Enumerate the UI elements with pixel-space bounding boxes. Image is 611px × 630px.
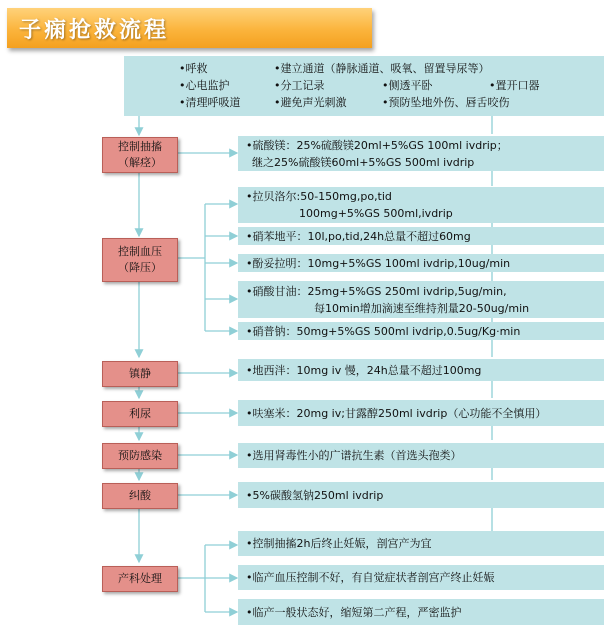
step-label: 纠酸	[129, 489, 151, 502]
measure-item: •清理呼吸道	[179, 96, 241, 109]
content-line: •硝普钠：50mg+5%GS 500ml ivdrip,0.5ug/Kg·min	[246, 324, 521, 338]
furosemide-box	[238, 400, 604, 426]
magnesium-sulfate-box	[238, 136, 604, 171]
nifedipine-box	[238, 227, 604, 245]
content-line: 继之25%硫酸镁60ml+5%GS 500ml ivdrip	[252, 155, 475, 169]
measure-item: •预防坠地外伤、唇舌咬伤	[382, 96, 510, 109]
step-label: 控制血压	[118, 245, 162, 258]
obstetric-option-box	[238, 531, 604, 556]
diazepam-box	[238, 359, 604, 381]
measure-item: •分工记录	[274, 79, 325, 92]
sodium-bicarbonate-box	[238, 482, 604, 508]
step-sublabel: （解痉）	[118, 156, 162, 169]
step-acidosis-correction	[102, 483, 178, 509]
content-line: •硫酸镁：25%硫酸镁20ml+5%GS 100ml ivdrip；	[246, 138, 508, 152]
step-convulsion-control	[102, 137, 178, 173]
obstetric-option-box	[238, 599, 604, 625]
content-line: •硝苯地平：10l,po,tid,24h总量不超过60mg	[246, 229, 471, 243]
content-line: 每10min增加滴速至维持剂量20-50ug/min	[314, 301, 530, 315]
obstetric-option-box	[238, 565, 604, 590]
step-label: 控制抽搐	[118, 140, 162, 153]
content-line: •控制抽搐2h后终止妊娠，剖宫产为宜	[246, 537, 432, 550]
step-blood-pressure-control	[102, 238, 178, 282]
phentolamine-box	[238, 254, 604, 272]
content-line: 100mg+5%GS 500ml,ivdrip	[299, 207, 453, 220]
step-infection-prevention	[102, 443, 178, 469]
step-sublabel: （降压）	[118, 261, 162, 274]
measure-item: •建立通道（静脉通道、吸氧、留置导尿等）	[274, 62, 490, 75]
measure-item: •呼救	[179, 62, 208, 75]
content-line: •临产一般状态好，缩短第二产程，严密监护	[246, 605, 462, 619]
page-title: 子痫抢救流程	[19, 18, 170, 43]
general-measures-box	[124, 56, 604, 116]
measure-item: •避免声光刺激	[274, 96, 347, 109]
content-line: •选用肾毒性小的广谱抗生素（首选头孢类）	[246, 449, 462, 462]
nitroglycerin-box	[238, 281, 604, 318]
measure-item: •侧透平卧	[382, 79, 433, 92]
nitroprusside-box	[238, 322, 604, 340]
step-label: 镇静	[129, 367, 151, 380]
step-label: 产科处理	[118, 572, 162, 585]
labetalol-box	[238, 187, 604, 223]
step-label: 利尿	[129, 407, 151, 420]
content-line: •临产血压控制不好，有自觉症状者剖宫产终止妊娠	[246, 571, 495, 584]
content-line: •地西泮：10mg iv 慢，24h总量不超过100mg	[246, 363, 482, 377]
measure-item: •置开口器	[489, 79, 540, 92]
step-sedation	[102, 361, 178, 387]
content-line: •拉贝洛尔:50-150mg,po,tid	[246, 190, 392, 203]
measure-item: •心电监护	[179, 79, 230, 92]
content-line: •5%碳酸氢钠250ml ivdrip	[246, 488, 384, 502]
content-line: •酚妥拉明：10mg+5%GS 100ml ivdrip,10ug/min	[246, 256, 511, 270]
antibiotic-box	[238, 443, 604, 468]
step-label: 预防感染	[118, 449, 162, 462]
content-line: •呋塞米：20mg iv;甘露醇250ml ivdrip（心功能不全慎用）	[246, 406, 547, 420]
step-obstetric-management	[102, 566, 178, 592]
step-diuresis	[102, 401, 178, 427]
content-line: •硝酸甘油：25mg+5%GS 250ml ivdrip,5ug/min,	[246, 284, 507, 298]
